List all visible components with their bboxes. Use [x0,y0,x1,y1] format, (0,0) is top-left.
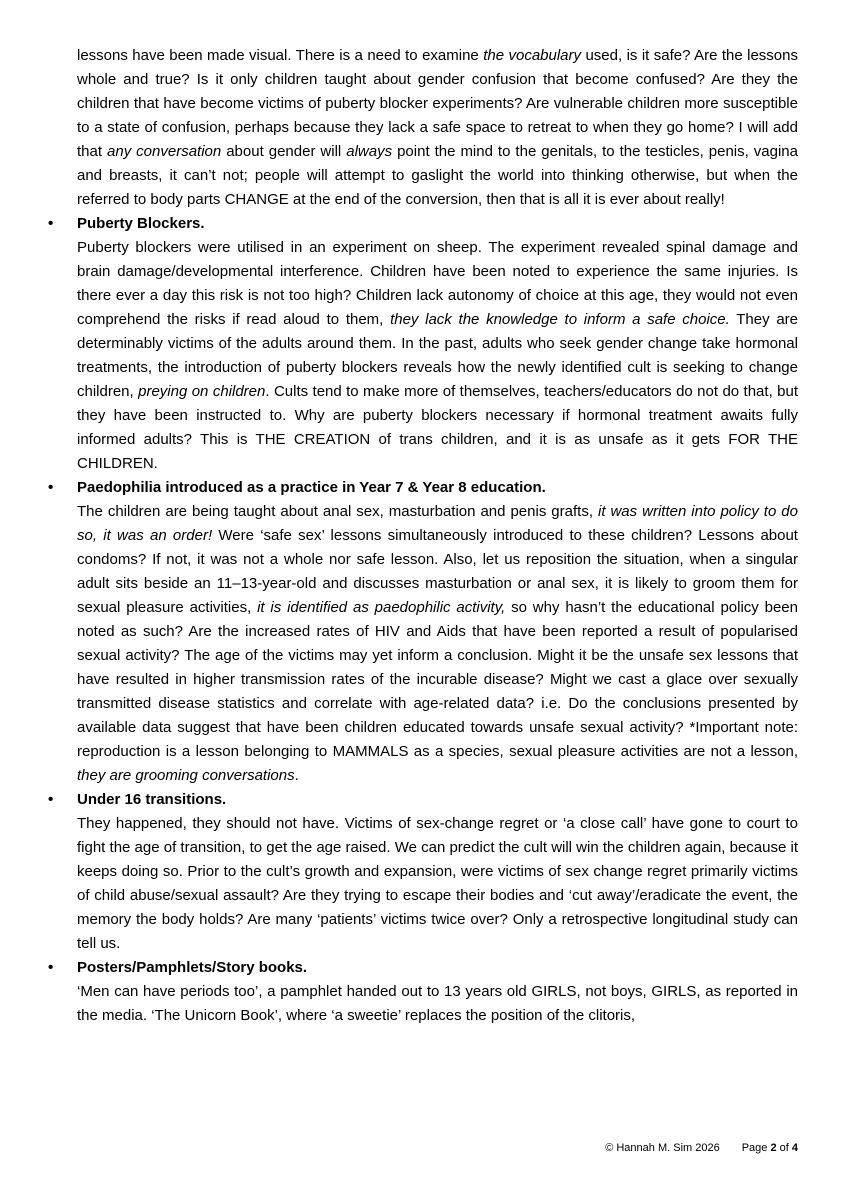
section-heading-text: Puberty Blockers. [77,215,205,232]
section-puberty-blockers [48,212,799,476]
text-run: . [294,767,299,784]
section-paragraph [77,980,798,1028]
section-posters-pamphlets [48,956,798,1028]
text-run: The children are being taught about anal sex, masturbation and penis grafts, [77,503,598,520]
text-run: point the mind to the genitals, to the testicles, penis, vagina and breasts, it can’t not; people will attempt to gaslight the world into thinking otherwise, but when the referred to body parts CHANGE at the end of the conversion, then that is all it is ever about really! [77,143,798,208]
text-run: so why hasn’t the educational policy been noted as such? Are the increased rates of HIV and Aids that have been reported a result of popularised sexual activity? The age of the victims may yet inform a conclusion. Might it be the unsafe sex lessons that have resulted in higher transmission rates of the incurable disease? Might we cast a glace over sexually transmitted disease statistics and correlate with age-related data? i.e. Do the conclusions presented by available data suggest that have been children educated towards unsafe sexual activity? *Important note: reproduction is a lesson belonging to MAMMALS as a species, sexual pleasure activities are not a lesson, [77,599,798,760]
section-heading-text: Posters/Pamphlets/Story books. [77,959,308,976]
bullet-icon: • [48,479,54,496]
section-paedophilia [48,476,798,788]
text-run: about gender will [221,143,347,160]
text-run: They happened, they should not have. Victims of sex-change regret or ‘a close call’ have gone to court to fight the age of transition, to get the age raised. We can predict the cult will win the children again, because it keeps doing so. Prior to the cult’s growth and expansion, were victims of sex change regret primarily victims of child abuse/sexual assault? Are they trying to escape their bodies and ‘cut away’/eradicate the event, the memory the body holds? Are many ‘patients’ victims twice over? Only a retrospective longitudinal study can tell us. [77,815,798,952]
emphasis-text: it is identified as paedophilic activity, [257,599,506,616]
emphasis-text: the vocabulary [483,47,582,64]
text-run: used, is it safe? Are the lessons whole and true? Is it only children taught about gender confusion that become confused? Are they the children that have become victims of puberty blocker experiments? Are vulnerable children more susceptible to a state of confusion, perhaps because they lack a safe space to retreat to when they go home? I will add that [77,47,798,160]
emphasis-text: preying on children [138,383,266,400]
intro-paragraph [77,44,798,212]
bullet-icon: • [48,215,54,232]
bullet-icon: • [48,959,54,976]
page-footer [605,1141,798,1155]
text-run: . Cults tend to make more of themselves, teachers/educators do not do that, but they have been instructed to. Why are puberty blockers necessary if hormonal treatment awaits fully informed adults? This is THE CREATION of trans children, and it is as unsafe as it gets FOR THE CHILDREN. [77,383,798,472]
emphasis-text: they lack the knowledge to inform a safe choice. [390,311,730,328]
emphasis-text: it was written into policy to do so, it was an order! [77,503,798,544]
text-run: They are determinably victims of the adults around them. In the past, adults who seek gender change take hormonal treatments, the introduction of puberty blockers reveals how the newly identified cult is seeking to change children, [77,311,799,400]
text-run: lessons have been made visual. There is a need to examine [77,47,484,64]
section-heading-text: Paedophilia introduced as a practice in Year 7 & Year 8 education. [77,479,546,496]
section-heading-text: Under 16 transitions. [77,791,227,808]
page-prefix: Page [741,1142,771,1154]
section-paragraph [77,812,798,956]
emphasis-text: always [346,143,393,160]
section-paragraph [77,236,798,476]
bullet-icon: • [48,791,54,808]
section-heading [48,212,798,236]
section-heading [48,956,798,980]
text-run: ‘Men can have periods too’, a pamphlet handed out to 13 years old GIRLS, not boys, GIRLS, as reported in the media. ‘The Unicorn Book’, where ‘a sweetie’ replaces the position of the clitoris, [77,983,798,1024]
text-run: Were ‘safe sex’ lessons simultaneously introduced to these children? Lessons about condoms? If not, it was not a whole nor safe lesson. Also, let us reposition the situation, when a singular adult sits beside an 11–13-year-old and discusses masturbation or anal sex, it is likely to groom them for sexual pleasure activities, [77,527,798,616]
emphasis-text: they are grooming conversations [77,767,295,784]
page-of: of [776,1142,792,1154]
section-under-16-transitions [48,788,798,956]
page-number-current: 2 [770,1142,777,1154]
copyright-text: © Hannah M. Sim 2026 [605,1142,720,1154]
text-run: Puberty blockers were utilised in an experiment on sheep. The experiment revealed spinal damage and brain damage/developmental interference. Children have been noted to experience the same injuries. Is there ever a day this risk is not too high? Children lack autonomy of choice at this age, they would not even comprehend the risks if read aloud to them, [77,239,798,328]
emphasis-text: any conversation [107,143,222,160]
section-heading [48,788,798,812]
section-paragraph [77,500,798,788]
document-body [48,44,799,1028]
page-number-total: 4 [791,1142,798,1154]
section-heading [48,476,798,500]
